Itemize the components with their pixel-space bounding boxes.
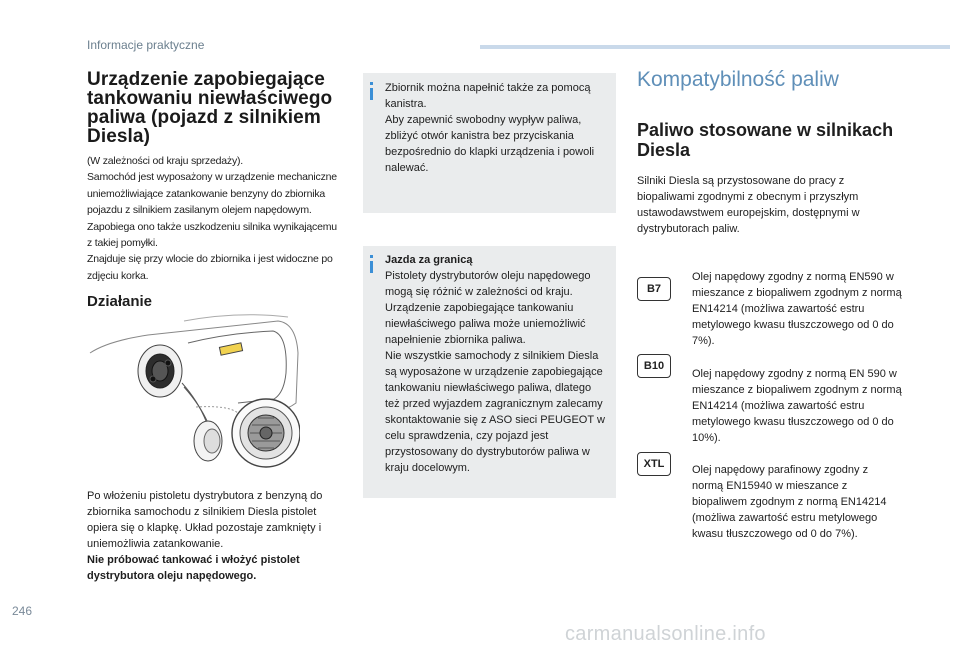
fuel-badge-b7: B7 [637,277,671,301]
info-icon [370,82,373,85]
fuel-filler-illustration [88,313,300,475]
info-note-abroad [363,246,616,498]
section-title-anti-misfuel: Urządzenie zapobiegające tankowaniu niewłaściwego paliwa (pojazd z silnikiem Diesla) [87,69,333,147]
operation-text [87,488,347,584]
note-abroad-title: Jazda za granicą [385,254,473,266]
operation-warning: Nie próbować tankować i włożyć pistolet dystrybutora oleju napędowego. [87,554,300,582]
section-title-fuel-compatibility: Kompatybilność paliw [637,68,839,91]
fuel-description-b10: Olej napędowy zgodny z normą EN 590 w mieszance z biopaliwem zgodnym z normą EN14214 (możliwa zawartość estru metylowego kwasu tłuszczowego od 0 do 10%). [692,368,902,444]
info-note-canister [363,73,616,213]
header-rule [480,45,950,49]
column-anti-misfuel [87,70,342,311]
info-icon-stem [370,261,373,273]
diesel-fuel-intro: Silniki Diesla są przystosowane do pracy z biopaliwami zgodnymi z obecnym i przyszłym ustawodawstwem europejskim, dostępnymi w dystrybutorach paliw. [637,175,860,235]
note-canister-text: Zbiornik można napełnić także za pomocą kanistra. Aby zapewnić swobodny wypływ paliwa, zbliżyć otwór kanistra bez przyciskania bezpośrednio do klapki urządzenia i powoli nalewać. [385,82,595,174]
fuel-badge-xtl: XTL [637,452,671,476]
column-fuel-compatibility [637,68,907,237]
running-header: Informacje praktyczne [87,38,205,52]
subtitle-operation: Działanie [87,293,153,311]
subtitle-diesel-fuel: Paliwo stosowane w silnikach Diesla [637,120,894,160]
fuel-badge-b10: B10 [637,354,671,378]
info-icon [370,255,373,258]
info-icon-stem [370,88,373,100]
watermark: carmanualsonline.info [565,623,766,645]
fuel-description-xtl: Olej napędowy parafinowy zgodny z normą EN15940 w mieszance z biopaliwem zgodnym z normą EN14214 (możliwa zawartość estru metylowego kwasu tłuszczowego od 0 do 7%). [692,464,887,540]
page-number: 246 [12,604,33,618]
note-abroad-text: Pistolety dystrybutorów oleju napędowego mogą się różnić w zależności od kraju. Urządzenie zapobiegające tankowaniu niewłaściwego paliwa może uniemożliwić napełnienie zbiornika paliwa. Nie wszystkie samochody z silnikiem Diesla są wyposażone w urządzenie zapobiegające tankowaniu niewłaściwego paliwa, dlatego też przed wyjazdem zagranicznym zalecamy skontaktowanie się z ASO sieci PEUGEOT w celu sprawdzenia, czy pojazd jest przystosowany do dystrybutorów paliwa w kraju docelowym. [385,270,605,474]
anti-misfuel-intro: (W zależności od kraju sprzedaży). Samochód jest wyposażony w urządzenie mechaniczne uniemożliwiające zatankowanie benzyny do zbiornika pojazdu z silnikiem zasilanym olejem napędowym. Zapobiega ono także uszkodzeniu silnika wynikającemu z takiej pomyłki. Znajduje się przy wlocie do zbiornika i jest widoczne po zdjęciu korka. [87,155,337,282]
operation-description: Po włożeniu pistoletu dystrybutora z benzyną do zbiornika samochodu z silnikiem Diesla pistolet opiera się o klapkę. Układ pozostaje zamknięty i uniemożliwia zatankowanie. [87,490,323,550]
fuel-description-b7: Olej napędowy zgodny z normą EN590 w mieszance z biopaliwem zgodnym z normą EN14214 (możliwa zawartość estru metylowego kwasu tłuszczowego od 0 do 7%). [692,271,902,347]
